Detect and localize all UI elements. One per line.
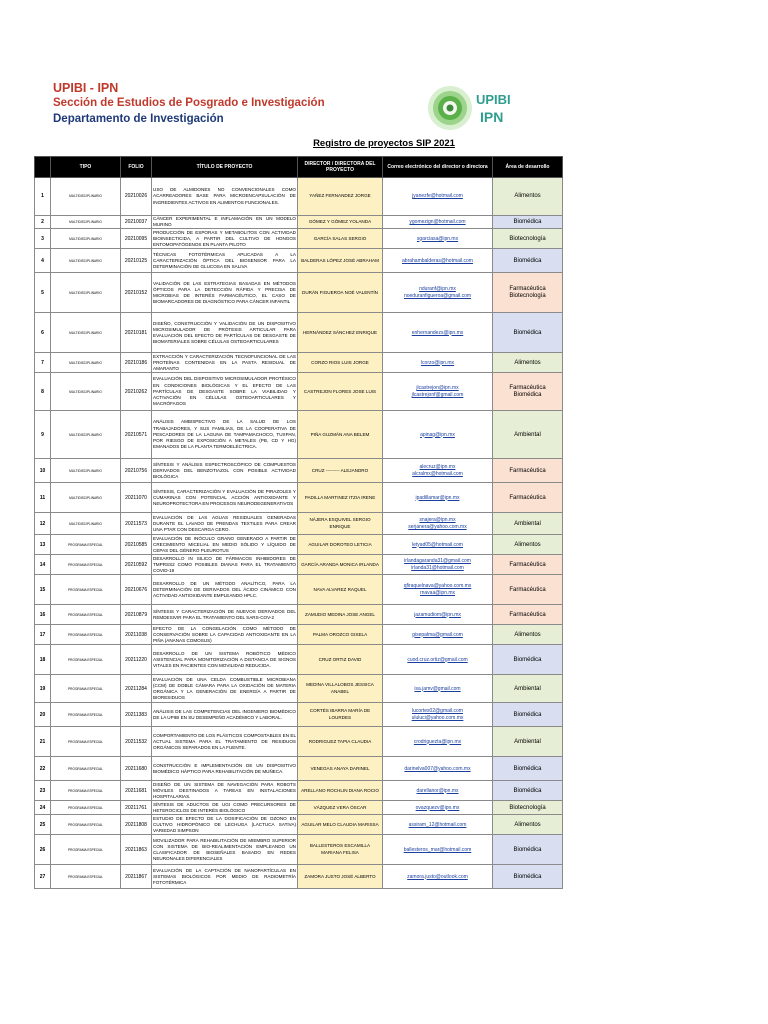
row-number: 17 (35, 625, 51, 645)
row-folio: 20211220 (121, 645, 152, 675)
row-director: YAÑEZ FERNANDEZ JORGE (298, 178, 383, 216)
col-area-header: Área de desarrollo (493, 157, 563, 178)
row-type: PROGRAMA ESPECIAL (51, 781, 121, 801)
table-row (35, 459, 563, 483)
row-number: 10 (35, 459, 51, 483)
row-folio: 20210152 (121, 273, 152, 313)
col-director-header: DIRECTOR / DIRECTORA DEL PROYECTO (298, 157, 383, 178)
row-area: Alimentos (493, 178, 563, 216)
row-area: Farmacéutica (493, 575, 563, 605)
row-folio: 20211808 (121, 815, 152, 835)
department-name: Departamento de Investigación (53, 113, 224, 125)
row-number: 5 (35, 273, 51, 313)
table-row (35, 535, 563, 555)
row-number: 16 (35, 605, 51, 625)
row-type: MULTIDISCIPLINARIO (51, 353, 121, 373)
row-number: 23 (35, 781, 51, 801)
row-number: 8 (35, 373, 51, 411)
row-area: Biomédica (493, 216, 563, 229)
row-folio: 20210026 (121, 178, 152, 216)
row-folio: 20211532 (121, 727, 152, 757)
row-folio: 20211038 (121, 625, 152, 645)
row-director: RODRIGUEZ TAPIA CLAUDIA (298, 727, 383, 757)
row-area: Ambiental (493, 411, 563, 459)
table-row (35, 675, 563, 703)
row-project-title: CÁNCER EXPERIMENTAL E INFLAMACIÓN EN UN MODELO MURINO (153, 216, 296, 228)
row-type: PROGRAMA ESPECIAL (51, 727, 121, 757)
table-row (35, 313, 563, 353)
row-project-title: SÍNTESIS Y CARACTERIZACIÓN DE NUEVOS DERIVADOS DEL REMDESIVIR PARA EL TRATAMIENTO DEL SARS-COV-2 (152, 605, 298, 625)
row-project-title: SÍNTESIS DE ADUCTOS DE UGI COMO PRECURSORES DE HETEROCICLOS DE INTERÉS BIOLÓGICO (153, 801, 296, 813)
row-number: 12 (35, 513, 51, 535)
col-tipo-header: TIPO (51, 157, 121, 178)
row-director: CORTÉS IBARRA MARÍA DE LOURDES (298, 703, 383, 727)
row-folio: 20210181 (121, 313, 152, 353)
row-project-title: SÍNTESIS, CARACTERIZACIÓN Y EVALUACIÓN DE PIRAZOLES Y CUMARINAS CON POTENCIAL ACCIÓN ANTIOXIDANTE Y NEUROPROTECTORA EN PROCESOS NEURODEGENERATIVOS (152, 483, 298, 513)
row-number: 9 (35, 411, 51, 459)
row-folio: 20211863 (121, 835, 152, 865)
row-director: PALMA OROZCO GISELA (298, 625, 383, 645)
row-director: PADILLA MARTINEZ ITZIA IRENE (298, 483, 383, 513)
row-type: MULTIDISCIPLINARIO (51, 273, 121, 313)
table-row (35, 411, 563, 459)
row-area: Farmacéutica (493, 605, 563, 625)
table-row (35, 373, 563, 411)
row-number: 11 (35, 483, 51, 513)
row-email-link[interactable]: irlandagaranda31@gmail.com irlanda31@hotmail.com (383, 555, 493, 575)
row-director: GÓMEZ Y GÓMEZ YOLANDA (298, 216, 383, 229)
row-email-link[interactable]: crodriguezta@ipn.mx (383, 727, 493, 757)
row-director: ARELLANO ROCHLIN DIANA ROCIO (298, 781, 383, 801)
table-row (35, 353, 563, 373)
row-type: MULTIDISCIPLINARIO (51, 411, 121, 459)
row-type: PROGRAMA ESPECIAL (51, 757, 121, 781)
section-name: Sección de Estudios de Posgrado e Investigación (53, 97, 325, 109)
row-email-link[interactable]: lucortes02@gmail.com ululuci@yahoo.com.mx (383, 703, 493, 727)
row-project-title: ANÁLISIS DE LAS COMPETENCIAS DEL INGENIERO BIOMÉDICO DE LA UPIBI EN SU DESEMPEÑO ACADÉMICO Y LABORAL. (152, 703, 298, 727)
row-email-link[interactable]: ipadillamar@ipn.mx (383, 483, 493, 513)
row-type: MULTIDISCIPLINARIO (51, 373, 121, 411)
row-email-link[interactable]: ygomezign@hotmail.com (383, 216, 493, 229)
row-type: MULTIDISCIPLINARIO (51, 229, 121, 249)
table-row (35, 645, 563, 675)
row-area: Biomédica (493, 835, 563, 865)
row-email-link[interactable]: letyad05@hotmail.com (383, 535, 493, 555)
row-director: MEDINA VILLALOBOS JESSICA ANABEL (298, 675, 383, 703)
row-number: 6 (35, 313, 51, 353)
table-row (35, 513, 563, 535)
row-number: 3 (35, 229, 51, 249)
upibi-logo (424, 78, 544, 138)
row-number: 1 (35, 178, 51, 216)
row-type: PROGRAMA ESPECIAL (51, 815, 121, 835)
row-folio: 20210879 (121, 605, 152, 625)
row-email-link[interactable]: lcorzo@ipn.mx (383, 353, 493, 373)
row-type: MULTIDISCIPLINARIO (51, 313, 121, 353)
row-director: CRUZ --------- ALEJANDRO (298, 459, 383, 483)
row-area: Ambiental (493, 727, 563, 757)
col-email-header: Correo electrónico del director o directora (383, 157, 493, 178)
row-email-link[interactable]: assiram_12@hotmail.com (383, 815, 493, 835)
row-project-title: DESARROLLO DE UN SISTEMA ROBÓTICO MÉDICO ASISTENCIAL PARA MONITORIZACIÓN A DISTANCIA DE SIGNOS VITALES EN PACIENTES CON MOVILIDAD REDUCIDA. (152, 645, 298, 675)
row-area: Alimentos (493, 353, 563, 373)
table-row (35, 815, 563, 835)
row-email-link[interactable]: darellanor@ipn.mx (383, 781, 493, 801)
row-area: Alimentos (493, 625, 563, 645)
row-email-link[interactable]: enhernandezs@ipn.mx (383, 313, 493, 353)
row-project-title: VALIDACIÓN DE LAS ESTRATEGIAS BASADAS EN MÉTODOS ÓPTICOS PARA LA DETECCIÓN RÁPIDA Y PRECISA DE MICROBIAS DE INTERÉS FARMACÉUTICO, EL CASO DE BIOMARCADORES DE DIAGNÓSTICO PARA CÁNCER INFANTIL (152, 273, 298, 313)
row-project-title: EVALUACIÓN DE UNA CELDA COMBUSTIBLE MICROBIANA (CCM) DE DOBLE CÁMARA PARA LA OXIDACIÓN DE MATERIA ORGÁNICA Y LA GENERACIÓN DE ENERGÍA A PARTIR DE BIORESIDUOS (152, 675, 298, 703)
row-number: 2 (35, 216, 51, 229)
row-email-link[interactable]: apinag@ipn.mx (383, 411, 493, 459)
row-email-link[interactable]: cuod.cruz.ortiz@gmail.com (383, 645, 493, 675)
table-row (35, 801, 563, 815)
table-row (35, 727, 563, 757)
row-folio: 20211761 (121, 801, 152, 815)
row-director: ZAMUDIO MEDINA JOSE ANGEL (298, 605, 383, 625)
row-type: MULTIDISCIPLINARIO (51, 459, 121, 483)
table-row (35, 605, 563, 625)
row-director: ZAMORA JUSTO JOSÉ ALBERTO (298, 865, 383, 889)
row-folio: 20210571 (121, 411, 152, 459)
logo-text-bottom: IPN (480, 109, 504, 125)
row-email-link[interactable]: isa.jamv@gmail.com (383, 675, 493, 703)
row-number: 25 (35, 815, 51, 835)
table-row (35, 273, 563, 313)
row-director: HERNÁNDEZ SÁNCHEZ ENRIQUE (298, 313, 383, 353)
row-folio: 20210756 (121, 459, 152, 483)
row-folio: 20211284 (121, 675, 152, 703)
table-row (35, 216, 563, 229)
row-director: GARCÍA ARANDA MONICA IRLANDA (298, 555, 383, 575)
row-project-title: MOVILIZADOR PARA REHABILITACIÓN DE MIEMBRO SUPERIOR CON SISTEMA DE BIO-REALIMENTACIÓN EMPLEANDO UN CLASIFICADOR DE BIOSEÑALES BASADO EN REDES NEURONALES DIFERENCIALES (152, 835, 298, 865)
row-folio: 20211867 (121, 865, 152, 889)
row-area: Biotecnología (493, 801, 563, 815)
row-project-title: DISEÑO, CONSTRUCCIÓN Y VALIDACIÓN DE UN DISPOSITIVO MICROSIMULADOR DE PRÓTESIS ARTICULAR PARA EVALUACIÓN DEL EFECTO DE PARTÍCULAS DE DESGASTE DE BIOMATERIALES SOBRE CÉLULAS OSTEOARTICULARES (152, 313, 298, 353)
row-project-title: EVALUACIÓN DE INÓCULO GRANO GENERADO A PARTIR DE CRECIMIENTO MICELIAL EN MEDIO SÓLIDO Y LÍQUIDO DE CEPAS DEL GÉNERO PLEUROTUS (153, 535, 296, 553)
row-number: 20 (35, 703, 51, 727)
row-area: Biomédica (493, 313, 563, 353)
row-project-title: EFECTO DE LA CONGELACIÓN COMO MÉTODO DE CONSERVACIÓN SOBRE LA CAPACIDAD ANTIOXIDANTE EN LA PIÑA (ANANAS COMOSUS) (153, 625, 296, 643)
row-director: DURÁN FIGUEROA NOÉ VALENTÍN (298, 273, 383, 313)
row-project-title: TÉCNICAS FOTOTÉRMICAS APLICADAS A LA CARACTERIZACIÓN ÓPTICA DEL BIOSENSOR PARA LA DETERMINACIÓN DE GLUCOSA EN SALIVA (152, 249, 298, 273)
row-type: PROGRAMA ESPECIAL (51, 675, 121, 703)
row-email-link[interactable]: jyanezfe@hotmail.com (383, 178, 493, 216)
row-email-link[interactable]: snajera@ipn.mx serjanera@yahoo.com.mx (383, 513, 493, 535)
row-area: Alimentos (493, 815, 563, 835)
row-area: Biomédica (493, 645, 563, 675)
row-number: 13 (35, 535, 51, 555)
row-director: CORZO RIOS LUIS JORGE (298, 353, 383, 373)
row-type: PROGRAMA ESPECIAL (51, 865, 121, 889)
table-row (35, 483, 563, 513)
row-folio: 20211383 (121, 703, 152, 727)
row-email-link[interactable]: nduranf@ipn.mx noeduranfigueroa@gmail.com (383, 273, 493, 313)
row-area: Alimentos (493, 535, 563, 555)
row-number: 27 (35, 865, 51, 889)
row-type: PROGRAMA ESPECIAL (51, 625, 121, 645)
row-project-title: ANÁLISIS AMBISPECTIVO DE LA SALUD DE LOS TRABAJADORES, Y SUS FAMILIAS, DE LA COOPERATIVA DE PESCADORES DE LA LAGUNA DE TAMPAMACHOCO, TUXPAN, POR RIESGO DE EXPOSICIÓN A METALES (PB, CD Y HG) EMANADOS DE LA PLANTA TERMOELÉCTRICA. (152, 411, 298, 459)
row-folio: 20211070 (121, 483, 152, 513)
col-folio-header: FOLIO (121, 157, 152, 178)
row-number: 18 (35, 645, 51, 675)
logo-text-top: UPIBI (476, 92, 511, 107)
row-area: Farmacéutica (493, 483, 563, 513)
table-row (35, 178, 563, 216)
row-area: Farmacéutica Biotecnología (493, 273, 563, 313)
row-number: 7 (35, 353, 51, 373)
row-type: MULTIDISCIPLINARIO (51, 249, 121, 273)
row-folio: 20211573 (121, 513, 152, 535)
row-project-title: EXTRACCIÓN Y CARACTERIZACIÓN TECNOFUNCIONAL DE LAS PROTEÍNAS CONTENIDAS EN LA PASTA RESIDUAL DE AMARANTO (153, 353, 296, 371)
row-type: PROGRAMA ESPECIAL (51, 535, 121, 555)
row-director: NÁJERA ESQUIVEL SERGIO ENRIQUE (298, 513, 383, 535)
table-row (35, 575, 563, 605)
table-row (35, 757, 563, 781)
row-type: PROGRAMA ESPECIAL (51, 605, 121, 625)
row-director: GARCÍA SALAS SERGIO (298, 229, 383, 249)
row-number: 26 (35, 835, 51, 865)
row-director: AGUILAR MELO CLAUDIA MARISSA (298, 815, 383, 835)
row-area: Biotecnología (493, 229, 563, 249)
row-project-title: CONSTRUCCIÓN E IMPLEMENTACIÓN DE UN DISPOSITIVO BIOMÉDICO HÁPTICO PARA REHABILITACIÓN DE MUÑECA. (152, 757, 298, 781)
table-row (35, 835, 563, 865)
row-folio: 20210592 (121, 555, 152, 575)
row-email-link[interactable]: jlcastrejon@ipn.mx jlcastrejonf@gmail.com (383, 373, 493, 411)
row-type: MULTIDISCIPLINARIO (51, 513, 121, 535)
row-folio: 20210262 (121, 373, 152, 411)
row-area: Biomédica (493, 781, 563, 801)
col-title-header: TÍTULO DE PROYECTO (152, 157, 298, 178)
row-director: VENEGAS ANAYA DARINEL (298, 757, 383, 781)
row-email-link[interactable]: ovazquezv@ipn.mx (383, 801, 493, 815)
row-type: MULTIDISCIPLINARIO (51, 178, 121, 216)
row-number: 19 (35, 675, 51, 703)
projects-table (34, 156, 563, 889)
row-area: Ambiental (493, 513, 563, 535)
row-type: PROGRAMA ESPECIAL (51, 835, 121, 865)
table-row (35, 555, 563, 575)
row-email-link[interactable]: ballesteros_mar@hotmail.com (383, 835, 493, 865)
row-project-title: DESARROLLO IN SILICO DE FÁRMACOS INHIBIDORES DE TMPRSS2 COMO POSIBLES DIANAS PARA EL TRATAMIENTO COVID-19 (153, 555, 296, 573)
table-row (35, 781, 563, 801)
row-project-title: DISEÑO DE UN SISTEMA DE NAVEGACIÓN PARA ROBOTS MÓVILES DESTINADOS A TAREAS EN INSTALACIONES HOSPITALARIAS. (153, 781, 296, 799)
row-project-title: PRODUCCIÓN DE ESPORAS Y METABOLITOS CON ACTIVIDAD BIOINSECTICIDA, A PARTIR DEL CULTIVO DE HONGOS ENTOMOPATÓGENOS EN PLANTA PILOTO (153, 229, 296, 247)
row-email-link[interactable]: qfiraquelnava@yahoo.com.mx rnavaa@ipn.mx (383, 575, 493, 605)
row-email-link[interactable]: sgarciasa@ipn.mx (383, 229, 493, 249)
row-area: Farmacéutica Biomédica (493, 373, 563, 411)
row-type: PROGRAMA ESPECIAL (51, 575, 121, 605)
row-folio: 20210585 (121, 535, 152, 555)
row-number: 14 (35, 555, 51, 575)
row-email-link[interactable]: zamora.justo@outlook.com (383, 865, 493, 889)
row-type: PROGRAMA ESPECIAL (51, 645, 121, 675)
row-folio: 20210095 (121, 229, 152, 249)
row-area: Biomédica (493, 249, 563, 273)
table-row (35, 249, 563, 273)
col-num-header (35, 157, 51, 178)
institution-name: UPIBI - IPN (53, 81, 119, 95)
row-email-link[interactable]: abrahambalderas@hotmail.com (383, 249, 493, 273)
row-area: Ambiental (493, 675, 563, 703)
row-project-title: DESARROLLO DE UN MÉTODO ANALÍTICO, PARA LA DETERMINACIÓN DE DERIVADOS DEL ÁCIDO CINÁMICO CON ACTIVIDAD ANTIOXIDANTE EMPLEANDO HPLC. (152, 575, 298, 605)
row-email-link[interactable]: alecruz@ipn.mx alcralmx@hotmail.com (383, 459, 493, 483)
row-area: Farmacéutica (493, 459, 563, 483)
row-email-link[interactable]: jazamudiom@ipn.mx (383, 605, 493, 625)
row-area: Biomédica (493, 703, 563, 727)
row-area: Biomédica (493, 865, 563, 889)
table-row (35, 625, 563, 645)
table-header-row (35, 157, 563, 178)
row-folio: 20210037 (121, 216, 152, 229)
table-row (35, 229, 563, 249)
row-director: CASTREJON FLORES JOSE LUIS (298, 373, 383, 411)
row-folio: 20210676 (121, 575, 152, 605)
row-number: 21 (35, 727, 51, 757)
row-project-title: EVALUACIÓN DEL DISPOSITIVO MICROSIMULADOR PROTÉSICO EN CONDICIONES BIOLÓGICAS Y EL EFECTO DE LAS PARTÍCULAS DE DESGASTE SOBRE LA VIABILIDAD Y ACTIVACIÓN EN CÉLULAS OSTEOARTICULARES Y MACRÓFAGOS (152, 373, 298, 411)
row-project-title: SÍNTESIS Y ANÁLISIS ESPECTROSCÓPICO DE COMPUESTOS DERIVADOS DEL BENZOTIAZOL CON POSIBLE ACTIVIDAD BIOLÓGICA (152, 459, 298, 483)
row-folio: 20210125 (121, 249, 152, 273)
row-folio: 20211681 (121, 781, 152, 801)
row-director: NAVA ALVAREZ RAQUEL (298, 575, 383, 605)
row-folio: 20210186 (121, 353, 152, 373)
row-project-title: EVALUACIÓN DE LAS AGUAS RESIDUALES GENERADAS DURANTE EL LAVADO DE PRENDAS TEXTILES PARA CREAR UNA PTAR CON DESCARGA CERO. (152, 513, 298, 535)
row-number: 22 (35, 757, 51, 781)
row-director: BALDERAS LÓPEZ JOSÉ ABRAHAM (298, 249, 383, 273)
row-project-title: ESTUDIO DE EFECTO DE LA DOSIFICACIÓN DE OZONO EN CULTIVO HIDROPÓNICO DE LECHUGA (LACTUCA SATIVA) VARIEDAD SIMPSON (153, 815, 296, 833)
row-type: MULTIDISCIPLINARIO (51, 216, 121, 229)
row-director: VÁZQUEZ VERA ÓSCAR (298, 801, 383, 815)
row-project-title: COMPORTAMIENTO DE LOS PLÁSTICOS COMPOSTABLES EN EL ACTUAL SISTEMA PARA EL TRATAMIENTO DE RESIDUOS ORGÁNICOS SEPARADOS EN LA FUENTE. (152, 727, 298, 757)
row-director: CRUZ ORTIZ DAVID (298, 645, 383, 675)
row-director: AGUILAR DOROTEO LETICIA (298, 535, 383, 555)
row-number: 15 (35, 575, 51, 605)
row-area: Farmacéutica (493, 555, 563, 575)
row-area: Biomédica (493, 757, 563, 781)
table-row (35, 865, 563, 889)
row-folio: 20211680 (121, 757, 152, 781)
row-director: BALLESTEROS ESCAMILLA MARIANA FELISA (298, 835, 383, 865)
row-email-link[interactable]: darinelva007@yahoo.com.mx (383, 757, 493, 781)
row-type: PROGRAMA ESPECIAL (51, 555, 121, 575)
row-type: MULTIDISCIPLINARIO (51, 483, 121, 513)
table-row (35, 703, 563, 727)
row-number: 4 (35, 249, 51, 273)
row-project-title: EVALUACIÓN DE LA CAPTACIÓN DE NANOPARTÍCULAS EN SISTEMAS BIOLÓGICOS POR MEDIO DE RADIOMETRÍA FOTOTÉRMICA (152, 865, 298, 889)
row-type: PROGRAMA ESPECIAL (51, 801, 121, 815)
document-title: Registro de proyectos SIP 2021 (313, 138, 455, 149)
row-number: 24 (35, 801, 51, 815)
row-director: PIÑA GUZMÁN ANA BELEM (298, 411, 383, 459)
row-type: PROGRAMA ESPECIAL (51, 703, 121, 727)
row-email-link[interactable]: gisepalma@gmail.com (383, 625, 493, 645)
row-project-title: USO DE ALMIDONES NO CONVENCIONALES COMO ACARREADORES BASE PARA MICROENCAPSULACIÓN DE INGREDIENTES ACTIVOS EN ALIMENTOS FUNCIONALES. (152, 178, 298, 216)
